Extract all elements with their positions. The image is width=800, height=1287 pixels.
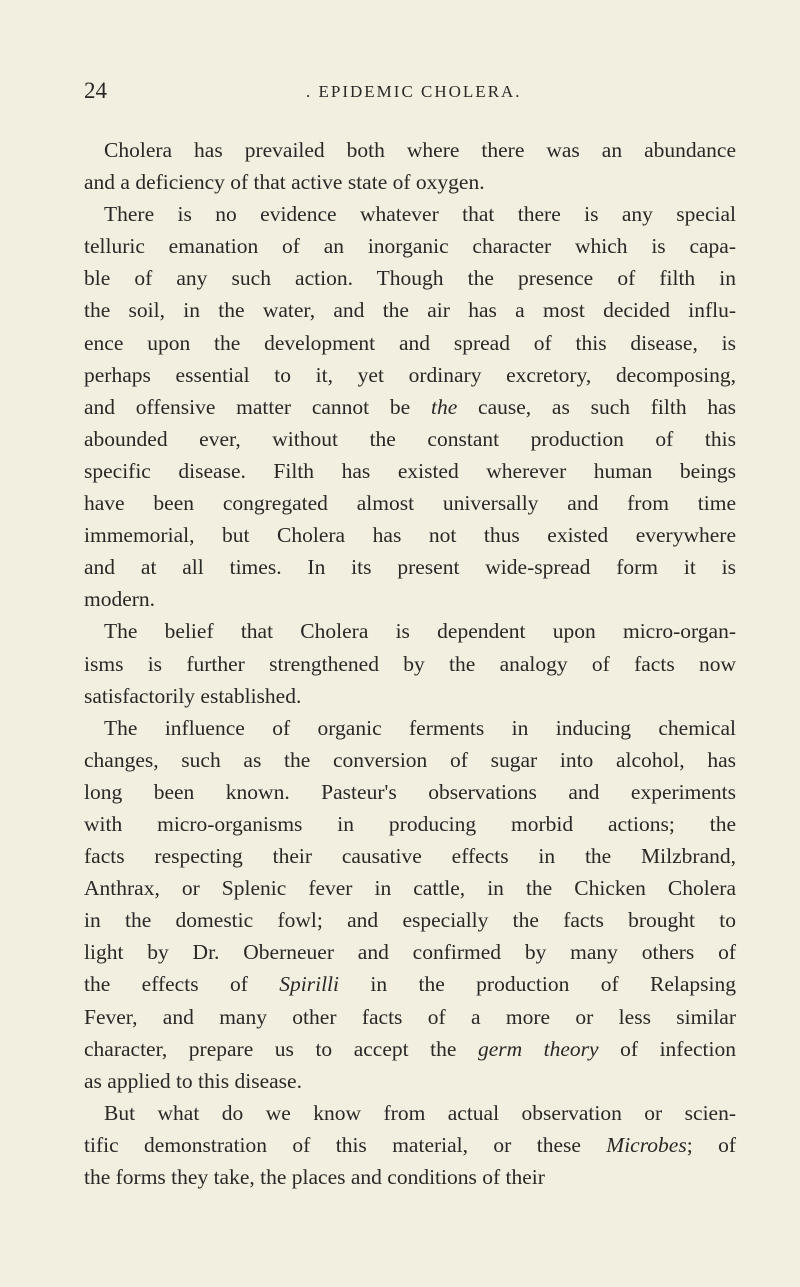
paragraph	[84, 134, 736, 198]
text-line: as applied to this disease.	[84, 1068, 302, 1093]
text-line: the soil, in the water, and the air has a most decided influ-	[84, 298, 736, 323]
text-line: modern.	[84, 587, 156, 612]
text-line: Cholera has prevailed both where there was an abundance	[104, 138, 736, 162]
text-line: immemorial, but Cholera has not thus existed everywhere	[84, 523, 736, 548]
italic-text: germ theory	[477, 1036, 599, 1061]
italic-text: Microbes	[606, 1132, 687, 1157]
text-line: character, prepare us to accept the germ theory of infection	[84, 1036, 736, 1061]
page-number: 24	[84, 78, 107, 103]
text-line: and at all times. In its present wide-spread form it is	[84, 555, 736, 580]
text-line: changes, such as the conversion of sugar into alcohol, has	[84, 747, 736, 772]
text-line: with micro-organisms in producing morbid actions; the	[84, 811, 736, 836]
text-line: telluric emanation of an inorganic character which is capa-	[84, 234, 736, 259]
text-line: Anthrax, or Splenic fever in cattle, in the Chicken Cholera	[84, 876, 736, 901]
text-line: The belief that Cholera is dependent upon micro-organ-	[104, 619, 736, 644]
text-line: ble of any such action. Though the presence of filth in	[84, 266, 736, 291]
text-line: Fever, and many other facts of a more or less similar	[84, 1004, 736, 1029]
text-line: ence upon the development and spread of this disease, is	[84, 330, 736, 355]
paragraph	[84, 712, 736, 1097]
text-line: the forms they take, the places and conditions of their	[84, 1165, 545, 1189]
page-header	[84, 78, 724, 108]
paragraph	[84, 615, 736, 711]
paragraph	[84, 1097, 736, 1193]
text-line: isms is further strengthened by the analogy of facts now	[84, 651, 736, 676]
text-line: abounded ever, without the constant production of this	[84, 426, 736, 451]
italic-text: Spirilli	[279, 972, 339, 997]
paragraph	[84, 198, 736, 615]
text-line: and offensive matter cannot be the cause, as such filth has	[84, 394, 736, 419]
text-line: tific demonstration of this material, or these Microbes; of	[84, 1132, 736, 1157]
running-head: . EPIDEMIC CHOLERA.	[306, 82, 522, 101]
text-line: There is no evidence whatever that there is any special	[104, 202, 736, 227]
text-line: long been known. Pasteur's observations and experiments	[84, 779, 736, 804]
text-line: and a deficiency of that active state of oxygen.	[84, 170, 485, 195]
text-line: light by Dr. Oberneuer and confirmed by many others of	[84, 940, 736, 965]
body-text	[84, 134, 736, 1193]
text-line: in the domestic fowl; and especially the facts brought to	[84, 908, 736, 933]
text-line: have been congregated almost universally and from time	[84, 491, 736, 516]
text-line: facts respecting their causative effects in the Milzbrand,	[84, 844, 736, 869]
text-line: The influence of organic ferments in inducing chemical	[104, 715, 736, 740]
text-line: specific disease. Filth has existed wherever human beings	[84, 458, 736, 483]
text-line: satisfactorily established.	[84, 683, 302, 708]
italic-text: the	[430, 394, 458, 419]
text-line: the effects of Spirilli in the production of Relapsing	[84, 972, 737, 997]
text-line: But what do we know from actual observation or scien-	[104, 1100, 736, 1125]
text-line: perhaps essential to it, yet ordinary excretory, decomposing,	[84, 362, 736, 387]
